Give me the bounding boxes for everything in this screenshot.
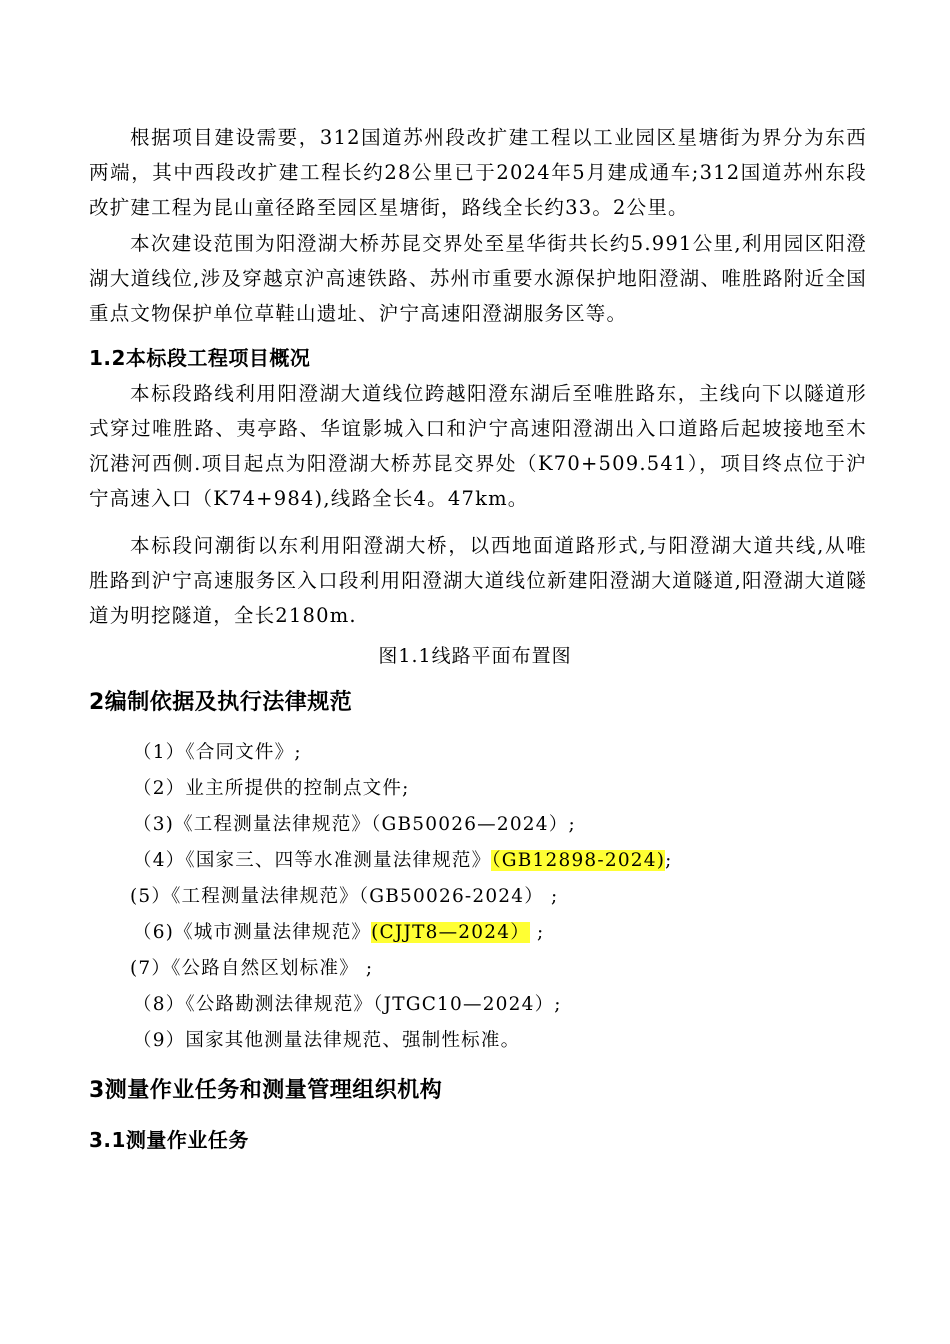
- section-heading-1-2: 1.2本标段工程项目概况: [89, 346, 311, 370]
- regulation-item-9: （9）国家其他测量法律规范、强制性标准。: [133, 1030, 521, 1051]
- section-heading-2: 2编制依据及执行法律规范: [89, 690, 353, 715]
- regulation-item-7: (7）《公路自然区划标准》 ;: [130, 958, 374, 979]
- section-heading-3: 3测量作业任务和测量管理组织机构: [89, 1078, 443, 1103]
- regulation-item-4: （4）《国家三、四等水准测量法律规范》（GB12898-2024);: [133, 850, 673, 871]
- section-heading-3-1: 3.1测量作业任务: [89, 1128, 249, 1152]
- regulation-item-2: （2）业主所提供的控制点文件;: [133, 778, 410, 799]
- regulation-item-5: (5）《工程测量法律规范》（GB50026-2024） ;: [130, 886, 559, 907]
- intro-paragraph-2: 本次建设范围为阳澄湖大桥苏昆交界处至星华街共长约5.991公里,利用园区阳澄湖大道线位,涉及穿越京沪高速铁路、苏州市重要水源保护地阳澄湖、唯胜路附近全国重点文物保护单位草鞋山遗址、沪宁高速阳澄湖服务区等。: [89, 232, 867, 325]
- regulation-item-3: （3)《工程测量法律规范》（GB50026—2024）;: [133, 814, 576, 835]
- regulation-item-8: （8）《公路勘测法律规范》（JTGC10—2024）;: [133, 994, 562, 1015]
- highlighted-standard-code: （GB12898-2024): [491, 850, 666, 871]
- regulation-list: [130, 735, 673, 1059]
- intro-paragraph-1: 根据项目建设需要，312国道苏州段改扩建工程以工业园区星塘街为界分为东西两端，其中西段改扩建工程长约28公里已于2024年5月建成通车;312国道苏州东段改扩建工程为昆山童径路至园区星塘街，路线全长约33。2公里。: [89, 126, 867, 219]
- project-overview-paragraph-2: 本标段问潮街以东利用阳澄湖大桥，以西地面道路形式,与阳澄湖大道共线,从唯胜路到沪宁高速服务区入口段利用阳澄湖大道线位新建阳澄湖大道隧道,阳澄湖大道隧道为明挖隧道，全长2180m.: [89, 534, 867, 627]
- highlighted-standard-code: (CJJT8—2024）: [371, 922, 530, 943]
- figure-caption: 图1.1线路平面布置图: [378, 645, 572, 667]
- regulation-item-1: （1）《合同文件》;: [133, 742, 302, 763]
- project-overview-paragraph-1: 本标段路线利用阳澄湖大道线位跨越阳澄东湖后至唯胜路东，主线向下以隧道形式穿过唯胜路、夷亭路、华谊影城入口和沪宁高速阳澄湖出入口道路后起坡接地至木沉港河西侧.项目起点为阳澄湖大桥苏昆交界处（K70+509.541），项目终点位于沪宁高速入口（K74+984),线路全长4。47km。: [89, 382, 867, 510]
- regulation-item-6: （6)《城市测量法律规范》(CJJT8—2024） ;: [133, 922, 545, 943]
